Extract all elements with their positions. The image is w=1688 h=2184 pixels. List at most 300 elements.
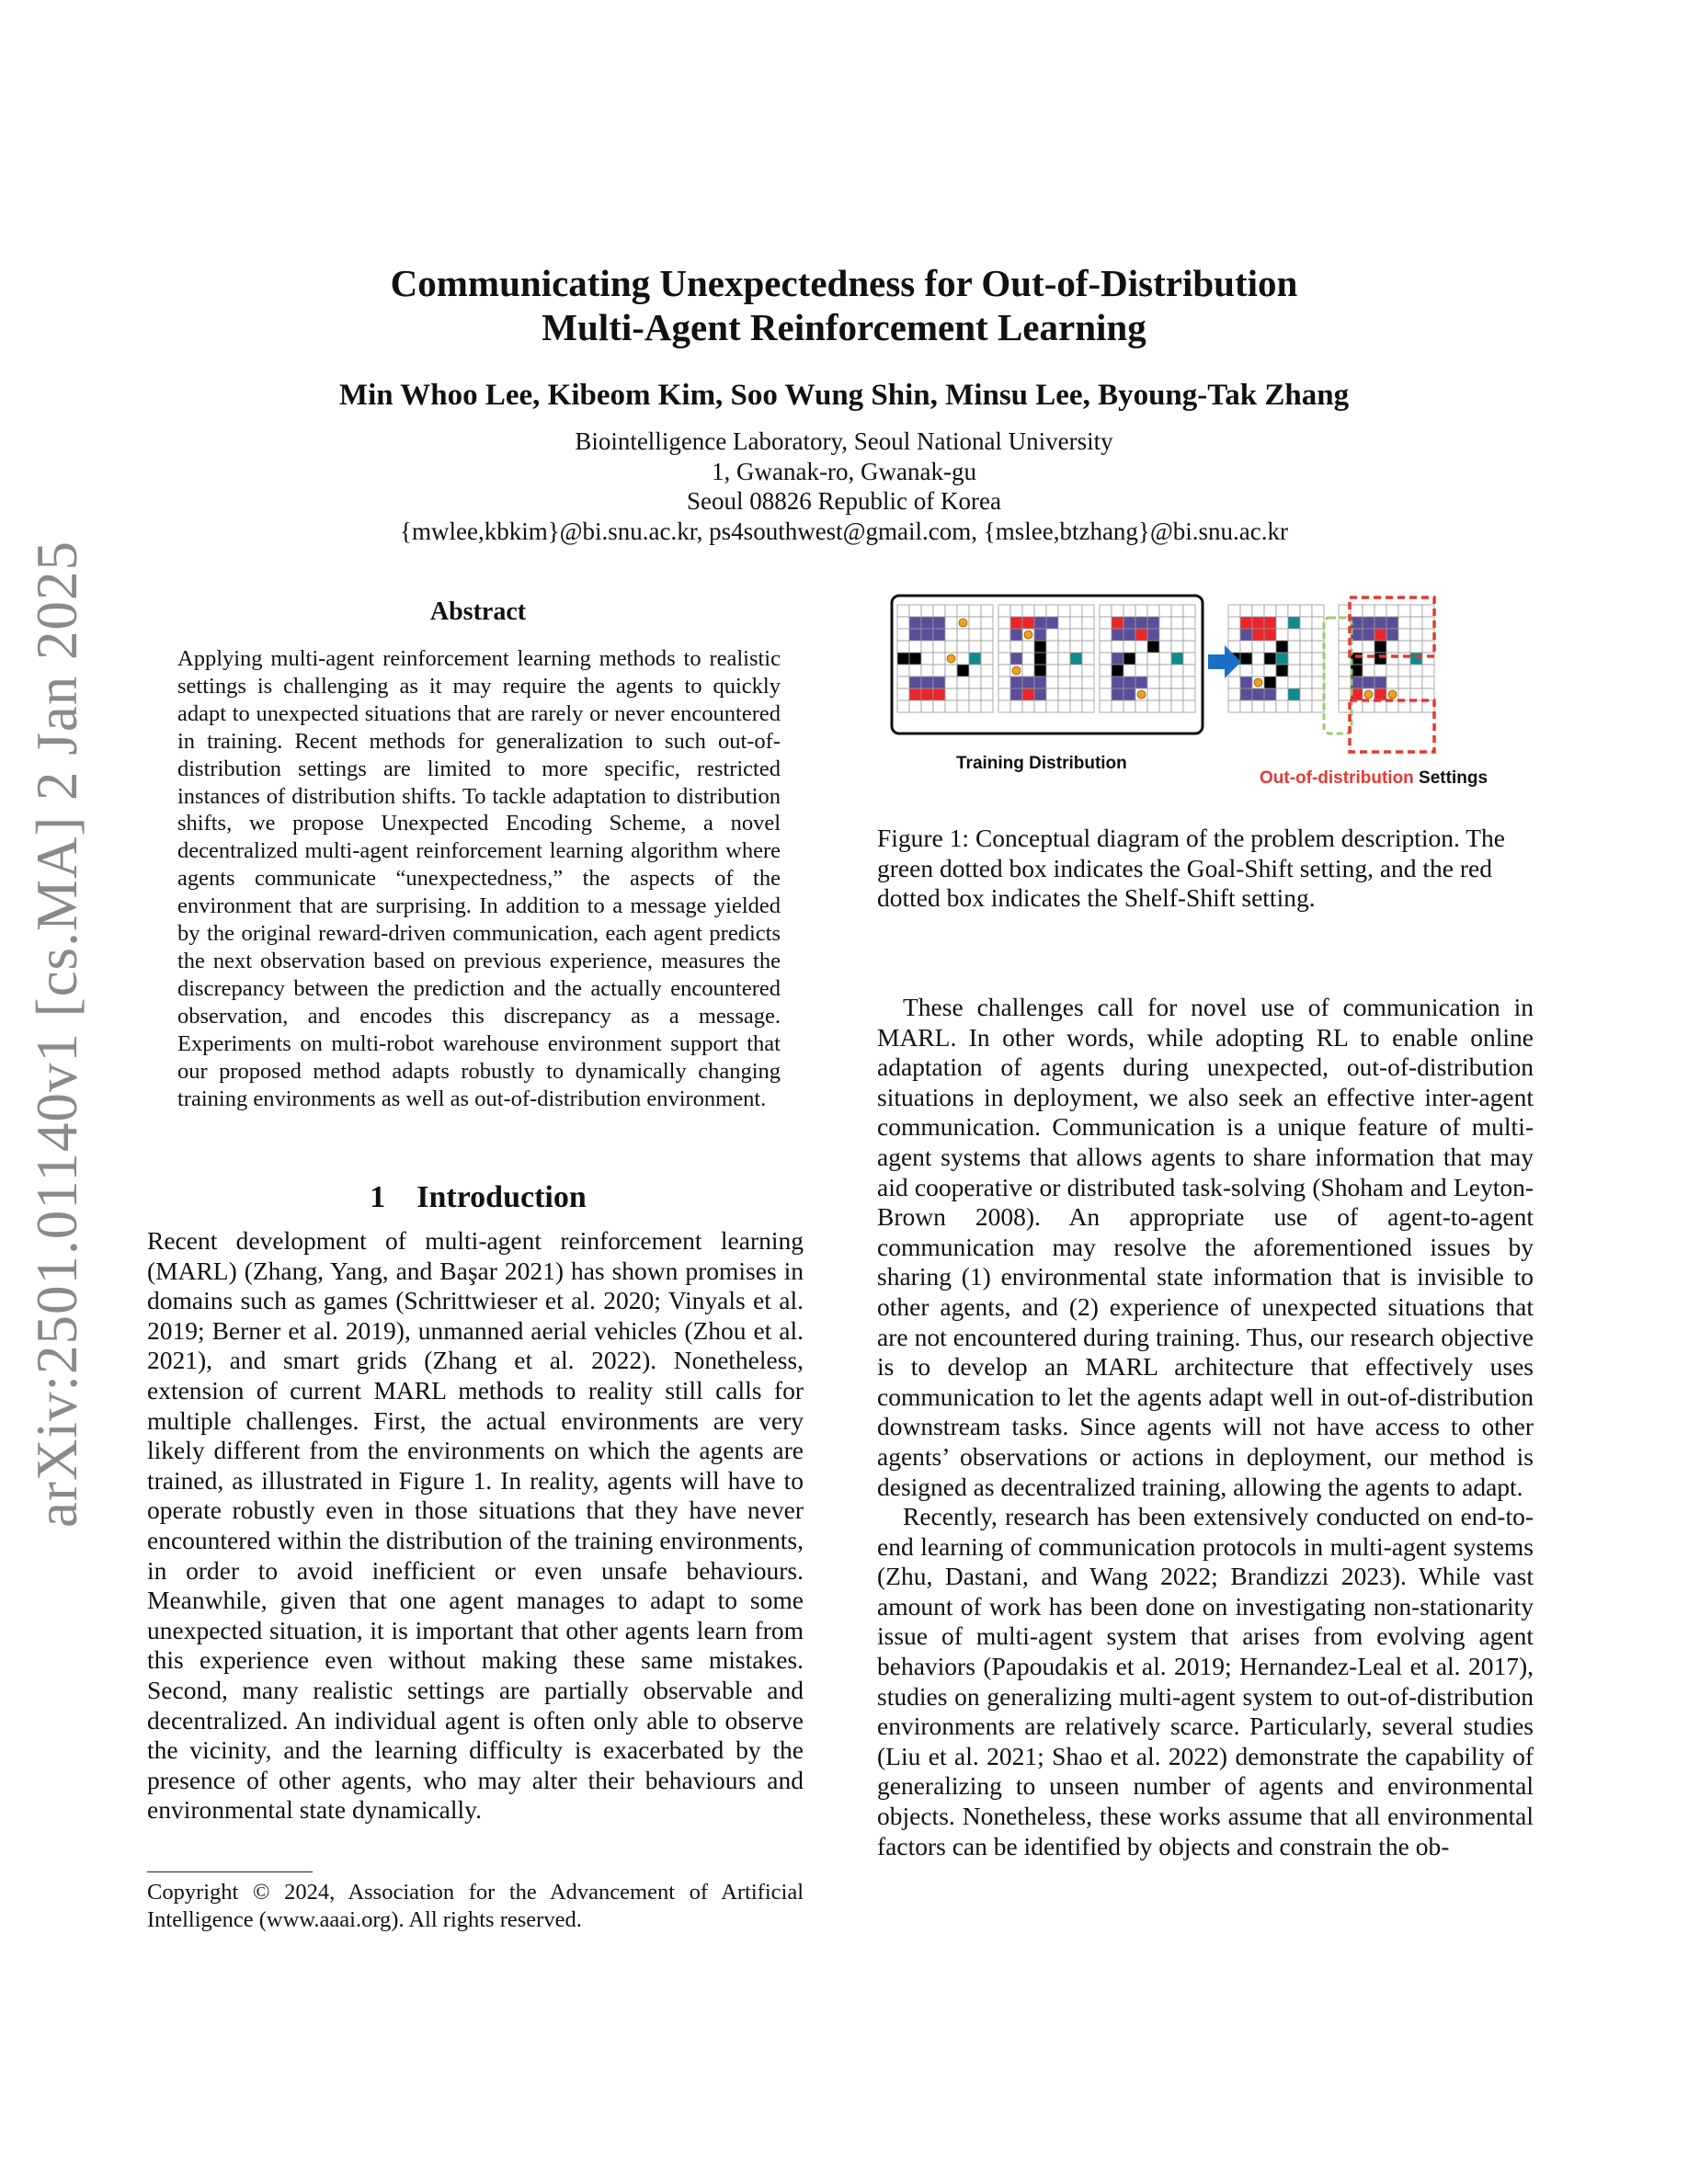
grid-3-cell <box>1100 653 1112 665</box>
grid-2-cell <box>1046 665 1058 677</box>
grid-2-cell <box>1046 617 1058 629</box>
grid-3-cell <box>1147 688 1159 700</box>
grid-2-cell <box>998 653 1010 665</box>
grid-1-cell <box>921 605 933 617</box>
grid-2-cell <box>1082 605 1094 617</box>
title-line-1: Communicating Unexpectedness for Out-of-Distribution <box>390 262 1298 304</box>
grid-5-cell <box>1410 688 1422 700</box>
grid-3-cell <box>1123 629 1135 641</box>
grid-2-cell <box>1046 677 1058 688</box>
grid-4-cell <box>1228 629 1240 641</box>
grid-2-cell <box>1082 665 1094 677</box>
grid-3-cell <box>1171 677 1183 688</box>
grid-1-cell <box>909 653 921 665</box>
grid-3-cell <box>1135 617 1147 629</box>
grid-1-cell <box>909 641 921 653</box>
grid-3-cell <box>1112 665 1123 677</box>
grid-2-cell <box>1046 641 1058 653</box>
grid-5-cell <box>1386 653 1398 665</box>
grid-3-cell <box>1171 605 1183 617</box>
grid-3-agent <box>1137 690 1146 699</box>
grid-4-cell <box>1300 641 1312 653</box>
grid-4-cell <box>1276 665 1288 677</box>
grid-4-cell <box>1276 629 1288 641</box>
grid-1-cell <box>921 700 933 712</box>
grid-4-cell <box>1300 629 1312 641</box>
grid-3-cell <box>1147 677 1159 688</box>
grid-1-cell <box>933 605 945 617</box>
grid-4-cell <box>1288 605 1300 617</box>
grid-4-cell <box>1312 641 1324 653</box>
grid-3-cell <box>1123 665 1135 677</box>
grid-5-cell <box>1339 665 1351 677</box>
grid-3-cell <box>1112 605 1123 617</box>
grid-4-cell <box>1276 700 1288 712</box>
grid-4-cell <box>1264 665 1276 677</box>
grid-1-cell <box>897 617 909 629</box>
grid-4-agent <box>1254 678 1262 687</box>
grid-5-cell <box>1398 653 1410 665</box>
grid-5-cell <box>1398 688 1410 700</box>
grid-4-cell <box>1300 653 1312 665</box>
grid-2-cell <box>998 629 1010 641</box>
grid-1-cell <box>921 629 933 641</box>
grid-2-cell <box>1082 677 1094 688</box>
grid-1-cell <box>909 688 921 700</box>
grid-5-cell <box>1386 617 1398 629</box>
grid-5-cell <box>1422 617 1434 629</box>
grid-4-cell <box>1252 653 1264 665</box>
grid-3-cell <box>1123 700 1135 712</box>
grid-5-cell <box>1374 629 1386 641</box>
grid-2-cell <box>1058 617 1070 629</box>
ood-settings-label <box>1260 768 1535 789</box>
grid-3-cell <box>1183 617 1195 629</box>
grid-1-cell <box>957 605 969 617</box>
grid-5-cell <box>1410 641 1422 653</box>
grid-4-cell <box>1240 641 1252 653</box>
grid-3-cell <box>1147 629 1159 641</box>
grid-3-cell <box>1147 617 1159 629</box>
grid-1-cell <box>933 665 945 677</box>
paper-title <box>0 261 1688 349</box>
grid-1-cell <box>957 653 969 665</box>
ood-label-red: Out-of-distribution <box>1260 768 1414 788</box>
grid-5-cell <box>1386 677 1398 688</box>
grid-3-cell <box>1183 677 1195 688</box>
grid-2-cell <box>1022 688 1034 700</box>
grid-3-cell <box>1123 653 1135 665</box>
grid-3-cell <box>1112 677 1123 688</box>
grid-4-cell <box>1288 653 1300 665</box>
grid-4-cell <box>1228 700 1240 712</box>
grid-4-cell <box>1264 653 1276 665</box>
grid-1-cell <box>981 617 993 629</box>
grid-2-cell <box>1058 605 1070 617</box>
grid-4-cell <box>1228 677 1240 688</box>
grid-2-cell <box>1058 700 1070 712</box>
grid-1-cell <box>933 688 945 700</box>
grid-1-cell <box>981 653 993 665</box>
grid-2-cell <box>1034 605 1046 617</box>
grid-4-cell <box>1252 700 1264 712</box>
grid-3-cell <box>1183 641 1195 653</box>
grid-5-cell <box>1374 700 1386 712</box>
grid-1-cell <box>933 617 945 629</box>
grid-1-cell <box>897 653 909 665</box>
grid-1-cell <box>909 629 921 641</box>
grid-4-cell <box>1240 688 1252 700</box>
grid-2-cell <box>1034 665 1046 677</box>
grid-3-cell <box>1147 653 1159 665</box>
grid-2-cell <box>998 700 1010 712</box>
grid-4-cell <box>1300 617 1312 629</box>
grid-1-cell <box>969 605 981 617</box>
grid-3-cell <box>1171 653 1183 665</box>
grid-4-cell <box>1240 700 1252 712</box>
grid-5-cell <box>1398 617 1410 629</box>
introduction-heading: 1 Introduction <box>370 1180 587 1214</box>
grid-3-cell <box>1159 688 1171 700</box>
grid-2-cell <box>1070 629 1082 641</box>
grid-5-cell <box>1363 665 1374 677</box>
grid-5-cell <box>1398 665 1410 677</box>
grid-1-cell <box>933 641 945 653</box>
grid-2-cell <box>1070 700 1082 712</box>
grid-1-cell <box>921 641 933 653</box>
grid-5-cell <box>1386 665 1398 677</box>
grid-2-cell <box>1082 629 1094 641</box>
grid-2-cell <box>1010 605 1022 617</box>
grid-1-cell <box>957 688 969 700</box>
grid-2-cell <box>1046 629 1058 641</box>
author-list: Min Whoo Lee, Kibeom Kim, Soo Wung Shin, Minsu Lee, Byoung-Tak Zhang <box>338 379 1350 412</box>
grid-3-cell <box>1123 688 1135 700</box>
grid-2-cell <box>1022 665 1034 677</box>
grid-5-cell <box>1374 641 1386 653</box>
grid-3-cell <box>1159 653 1171 665</box>
copyright-notice: Copyright © 2024, Association for the Advancement of Artificial Intelligence (www.aaai.org). All rights reserved. <box>147 1880 804 1932</box>
grid-3-cell <box>1147 665 1159 677</box>
grid-2-cell <box>1010 700 1022 712</box>
grid-3-cell <box>1171 617 1183 629</box>
grid-3-cell <box>1159 700 1171 712</box>
grid-3-cell <box>1183 605 1195 617</box>
grid-3-cell <box>1171 641 1183 653</box>
grid-5-cell <box>1422 700 1434 712</box>
grid-4-cell <box>1252 629 1264 641</box>
grid-2-cell <box>1046 605 1058 617</box>
grid-4-cell <box>1288 677 1300 688</box>
grid-3-cell <box>1135 629 1147 641</box>
grid-4-cell <box>1312 617 1324 629</box>
grid-4-cell <box>1252 665 1264 677</box>
grid-2-cell <box>1034 653 1046 665</box>
grid-2-cell <box>1058 688 1070 700</box>
grid-2-cell <box>1058 677 1070 688</box>
grid-1-cell <box>945 641 957 653</box>
grid-4-cell <box>1288 700 1300 712</box>
grid-3-cell <box>1171 665 1183 677</box>
grid-4-cell <box>1276 605 1288 617</box>
grid-2-cell <box>1082 653 1094 665</box>
intro-paragraph-1: Recent development of multi-agent reinforcement learning (MARL) (Zhang, Yang, and Başar 2021) has shown promises in domains such as games (Schrittwieser et al. 2020; Vinyals et al. 2019; Berner et al. 2019), unmanned aerial vehicles (Zhou et al. 2021), and smart grids (Zhang et al. 2022). Nonetheless, extension of current MARL methods to reality still calls for multiple challenges. First, the actual environments are very likely different from the environments on which the agents are trained, as illustrated in Figure 1. In reality, agents will have to operate robustly even in those situations that they have never encountered within the distribution of the training environments, in order to avoid inefficient or even unsafe behaviours. Meanwhile, given that one agent manages to adapt to some unexpected situation, it is important that other agents learn from this experience even without making these same mistakes. Second, many realistic settings are partially observable and decentralized. An individual agent is often only able to observe the vicinity, and the learning difficulty is exacerbated by the presence of other agents, who may alter their behaviours and environmental state dynamically. <box>147 1226 804 1825</box>
grid-4-cell <box>1264 617 1276 629</box>
grid-3-cell <box>1135 700 1147 712</box>
grid-4-cell <box>1252 617 1264 629</box>
grid-4-cell <box>1228 688 1240 700</box>
grid-3-cell <box>1112 700 1123 712</box>
grid-5-cell <box>1398 641 1410 653</box>
grid-5-cell <box>1374 653 1386 665</box>
grid-1-cell <box>969 700 981 712</box>
grid-1-cell <box>909 665 921 677</box>
grid-1-cell <box>969 617 981 629</box>
grid-3-cell <box>1135 665 1147 677</box>
grid-1-cell <box>921 617 933 629</box>
grid-4-cell <box>1264 629 1276 641</box>
grid-2-cell <box>1046 653 1058 665</box>
grid-3-cell <box>1100 665 1112 677</box>
intro-paragraph-2: These challenges call for novel use of communication in MARL. In other words, while adopting RL to enable online adaptation of agents during unexpected, out-of-distribution situations in deployment, we also seek an effective inter-agent communication. Communication is a unique feature of multi-agent systems that allows agents to share information that may aid cooperative or distributed task-solving (Shoham and Leyton-Brown 2008). An appropriate use of agent-to-agent communication may resolve the aforementioned issues by sharing (1) environmental state information that is invisible to other agents, and (2) experience of unexpected situations that are not encountered during training. Thus, our research objective is to develop an MARL architecture that effectively uses communication to let the agents adapt well in out-of-distribution downstream tasks. Since agents will not have access to other agents’ observations or actions in deployment, our method is designed as decentralized training, allowing the agents to adapt. <box>877 993 1534 1501</box>
grid-5-cell <box>1410 653 1422 665</box>
grid-2-cell <box>1022 641 1034 653</box>
grid-5-cell <box>1410 665 1422 677</box>
grid-1-cell <box>897 677 909 688</box>
grid-1-cell <box>981 665 993 677</box>
grid-2-cell <box>1034 641 1046 653</box>
grid-4-cell <box>1288 688 1300 700</box>
grid-4-cell <box>1300 688 1312 700</box>
grid-4-cell <box>1264 700 1276 712</box>
grid-4-cell <box>1300 665 1312 677</box>
grid-3-cell <box>1100 700 1112 712</box>
grid-5-cell <box>1363 629 1374 641</box>
grid-1-cell <box>981 700 993 712</box>
grid-3-cell <box>1159 677 1171 688</box>
grid-5-cell <box>1386 629 1398 641</box>
grid-5-cell <box>1410 677 1422 688</box>
grid-1-cell <box>981 629 993 641</box>
grid-5-cell <box>1398 629 1410 641</box>
grid-3-cell <box>1100 629 1112 641</box>
grid-1-cell <box>909 677 921 688</box>
grid-4-cell <box>1264 605 1276 617</box>
grid-5-cell <box>1374 665 1386 677</box>
ood-label-black: Settings <box>1413 768 1488 788</box>
grid-1-cell <box>909 700 921 712</box>
grid-5-cell <box>1339 688 1351 700</box>
affiliation-city: Seoul 08826 Republic of Korea <box>687 487 1001 515</box>
grid-5-cell <box>1422 677 1434 688</box>
grid-5-cell <box>1398 677 1410 688</box>
grid-3-cell <box>1183 653 1195 665</box>
grid-4-cell <box>1276 688 1288 700</box>
grid-3-cell <box>1159 605 1171 617</box>
grid-1-cell <box>921 677 933 688</box>
grid-4-cell <box>1300 605 1312 617</box>
grid-3-cell <box>1112 641 1123 653</box>
grid-2-cell <box>1070 688 1082 700</box>
grid-2-cell <box>1010 629 1022 641</box>
grid-2-cell <box>1022 617 1034 629</box>
grid-5-cell <box>1363 605 1374 617</box>
grid-1-cell <box>969 677 981 688</box>
grid-1-cell <box>945 605 957 617</box>
grid-3-cell <box>1183 665 1195 677</box>
grid-3-cell <box>1100 677 1112 688</box>
grid-1-cell <box>945 629 957 641</box>
grid-3-cell <box>1159 617 1171 629</box>
grid-3-cell <box>1159 665 1171 677</box>
grid-4-cell <box>1276 653 1288 665</box>
grid-4-cell <box>1252 641 1264 653</box>
grid-5-cell <box>1374 688 1386 700</box>
grid-5-cell <box>1410 700 1422 712</box>
grid-1-cell <box>981 641 993 653</box>
abstract-text: Applying multi-agent reinforcement learning methods to realistic settings is challenging as it may require the agents to quickly adapt to unexpected situations that are rarely or never encountered in training. Recent methods for generalization to such out-of-distribution settings are limited to more specific, restricted instances of distribution shifts. To tackle adaptation to distribution shifts, we propose Unexpected Encoding Scheme, a novel decentralized multi-agent reinforcement learning algorithm where agents communicate “unexpectedness,” the aspects of the environment that are surprising. In addition to a message yielded by the original reward-driven communication, each agent predicts the next observation based on previous experience, measures the discrepancy between the prediction and the actually encountered observation, and encodes this discrepancy as a message. Experiments on multi-robot warehouse environment support that our proposed method adapts robustly to dynamically changing training environments as well as out-of-distribution environment. <box>177 646 781 1111</box>
grid-3-cell <box>1123 617 1135 629</box>
grid-1-cell <box>933 653 945 665</box>
grid-3-cell <box>1100 617 1112 629</box>
grid-5-cell <box>1363 700 1374 712</box>
figure-1-caption: Figure 1: Conceptual diagram of the problem description. The green dotted box indicates the Goal-Shift setting, and the red dotted box indicates the Shelf-Shift setting. <box>877 824 1506 913</box>
left-column-text <box>147 1226 804 1826</box>
grid-2-cell <box>998 617 1010 629</box>
grid-1-agent <box>947 654 955 663</box>
grid-4-cell <box>1300 700 1312 712</box>
grid-1-agent <box>959 619 967 627</box>
grid-3-cell <box>1147 641 1159 653</box>
grid-3-cell <box>1147 700 1159 712</box>
grid-2-cell <box>998 665 1010 677</box>
grid-3-cell <box>1135 605 1147 617</box>
grid-5-cell <box>1398 605 1410 617</box>
grid-3-cell <box>1171 700 1183 712</box>
grid-2-cell <box>1070 605 1082 617</box>
grid-1-cell <box>945 700 957 712</box>
grid-4-cell <box>1276 617 1288 629</box>
grid-2-cell <box>1034 629 1046 641</box>
grid-5-cell <box>1422 665 1434 677</box>
grid-5-cell <box>1386 700 1398 712</box>
grid-5-cell <box>1363 677 1374 688</box>
grid-3-cell <box>1183 629 1195 641</box>
grid-3-cell <box>1171 688 1183 700</box>
grid-3-cell <box>1123 605 1135 617</box>
grid-4-cell <box>1288 629 1300 641</box>
grid-1-cell <box>921 688 933 700</box>
grid-4-cell <box>1312 677 1324 688</box>
grid-5-cell <box>1386 605 1398 617</box>
grid-2-cell <box>998 677 1010 688</box>
grid-4-cell <box>1312 688 1324 700</box>
grid-5-cell <box>1422 688 1434 700</box>
grid-1-cell <box>909 605 921 617</box>
intro-paragraph-3: Recently, research has been extensively conducted on end-to-end learning of communication protocols in multi-agent systems (Zhu, Dastani, and Wang 2022; Brandizzi 2023). While vast amount of work has been done on investigating non-stationarity issue of multi-agent system that arises from evolving agent behaviors (Papoudakis et al. 2019; Hernandez-Leal et al. 2017), studies on generalizing multi-agent system to out-of-distribution environments are relatively scarce. Particularly, several studies (Liu et al. 2021; Shao et al. 2022) demonstrate the capability of generalizing to unseen number of agents and environmental objects. Nonetheless, these works assume that all environmental factors can be identified by objects and constrain the ob- <box>877 1502 1534 1860</box>
grid-4-cell <box>1300 677 1312 688</box>
grid-4-cell <box>1264 688 1276 700</box>
grid-5-agent <box>1364 690 1373 699</box>
grid-5-cell <box>1351 605 1363 617</box>
grid-5-cell <box>1422 653 1434 665</box>
grid-3-cell <box>1100 641 1112 653</box>
grid-1-cell <box>957 700 969 712</box>
affiliation-block <box>0 427 1688 546</box>
grid-3-cell <box>1147 605 1159 617</box>
grid-5-cell <box>1410 629 1422 641</box>
grid-1-cell <box>945 688 957 700</box>
grid-1-cell <box>945 617 957 629</box>
grid-2-cell <box>1034 700 1046 712</box>
grid-5-cell <box>1410 605 1422 617</box>
grid-1-cell <box>921 665 933 677</box>
grid-1-cell <box>957 677 969 688</box>
grid-4-cell <box>1228 605 1240 617</box>
grid-5-cell <box>1374 605 1386 617</box>
grid-4-cell <box>1228 617 1240 629</box>
grid-1-cell <box>969 665 981 677</box>
grid-2-cell <box>1010 617 1022 629</box>
grid-3-cell <box>1159 629 1171 641</box>
grid-1-cell <box>969 653 981 665</box>
grid-2-cell <box>1034 688 1046 700</box>
grid-4-cell <box>1240 605 1252 617</box>
grid-2-cell <box>1070 641 1082 653</box>
right-column-text <box>877 993 1534 1861</box>
grid-4-cell <box>1312 629 1324 641</box>
grid-2-cell <box>1046 688 1058 700</box>
grid-5-cell <box>1363 653 1374 665</box>
grid-1-cell <box>921 653 933 665</box>
grid-3-cell <box>1135 653 1147 665</box>
grid-4-cell <box>1288 665 1300 677</box>
grid-3-cell <box>1183 700 1195 712</box>
grid-3-cell <box>1123 641 1135 653</box>
grid-2-cell <box>1082 688 1094 700</box>
training-distribution-label: Training Distribution <box>956 754 1127 773</box>
grid-1-cell <box>897 665 909 677</box>
grid-5-cell <box>1410 617 1422 629</box>
affiliation-emails: {mwlee,kbkim}@bi.snu.ac.kr, ps4southwest@gmail.com, {mslee,btzhang}@bi.snu.ac.kr <box>400 517 1288 545</box>
grid-4-cell <box>1264 641 1276 653</box>
grid-3-cell <box>1112 617 1123 629</box>
grid-3-cell <box>1159 641 1171 653</box>
grid-3-cell <box>1100 688 1112 700</box>
grid-2-cell <box>1034 617 1046 629</box>
grid-5-cell <box>1339 677 1351 688</box>
grid-2-cell <box>1010 653 1022 665</box>
grid-1-cell <box>897 700 909 712</box>
grid-4-cell <box>1240 653 1252 665</box>
title-line-2: Multi-Agent Reinforcement Learning <box>542 306 1146 348</box>
grid-5-cell <box>1398 700 1410 712</box>
grid-4-cell <box>1240 677 1252 688</box>
grid-2-cell <box>998 641 1010 653</box>
grid-5-agent <box>1388 690 1397 699</box>
grid-5-cell <box>1422 605 1434 617</box>
grid-1-cell <box>909 617 921 629</box>
grid-2-cell <box>1070 617 1082 629</box>
grid-3-cell <box>1112 629 1123 641</box>
grid-2-cell <box>998 688 1010 700</box>
grid-5-cell <box>1374 677 1386 688</box>
footnote-rule <box>147 1871 313 1872</box>
affiliation-lab: Biointelligence Laboratory, Seoul National University <box>575 427 1113 455</box>
grid-2-agent <box>1012 666 1021 675</box>
grid-3-cell <box>1123 677 1135 688</box>
grid-3-cell <box>1112 653 1123 665</box>
